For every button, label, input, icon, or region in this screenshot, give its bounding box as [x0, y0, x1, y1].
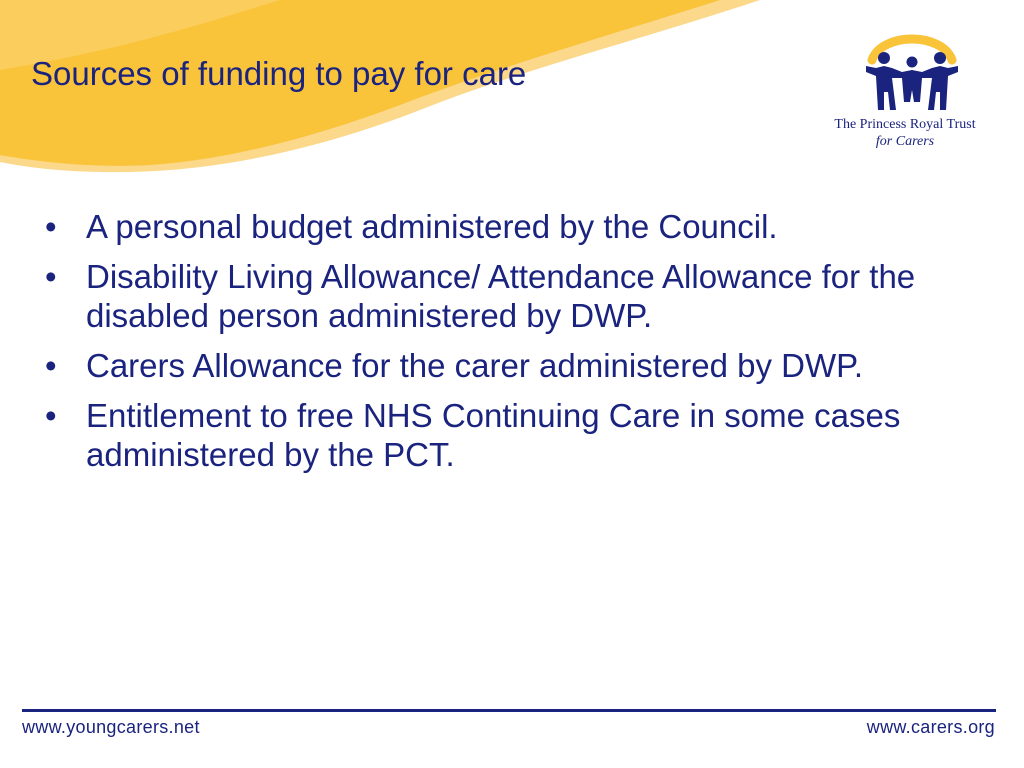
bullet-marker: •: [45, 396, 57, 434]
three-figures-under-arc-logo-icon: [862, 22, 962, 114]
footer-divider: [22, 709, 996, 712]
bullet-item: [45, 397, 985, 475]
bullet-item: [45, 208, 985, 247]
slide-title: Sources of funding to pay for care: [31, 55, 527, 92]
bullet-text: Entitlement to free NHS Continuing Care in some cases administered by the PCT.: [86, 396, 901, 473]
bullet-list: [45, 208, 985, 486]
bullet-item: [45, 258, 985, 336]
bullet-text: Disability Living Allowance/ Attendance Allowance for the disabled person administered by DWP.: [86, 257, 916, 334]
logo-text-line2: for Carers: [875, 134, 935, 149]
bullet-item: [45, 347, 985, 386]
bullet-marker: •: [45, 346, 57, 384]
logo-text-line1: The Princess Royal Trust: [834, 117, 976, 132]
bullet-text: Carers Allowance for the carer administered by DWP.: [86, 346, 864, 384]
footer-url-youngcarers[interactable]: www.youngcarers.net: [22, 717, 200, 737]
princess-royal-trust-logo: [820, 22, 1000, 162]
bullet-marker: •: [45, 257, 57, 295]
bullet-text: A personal budget administered by the Council.: [86, 208, 778, 245]
footer-url-carers[interactable]: www.carers.org: [866, 717, 995, 737]
bullet-marker: •: [45, 208, 57, 245]
